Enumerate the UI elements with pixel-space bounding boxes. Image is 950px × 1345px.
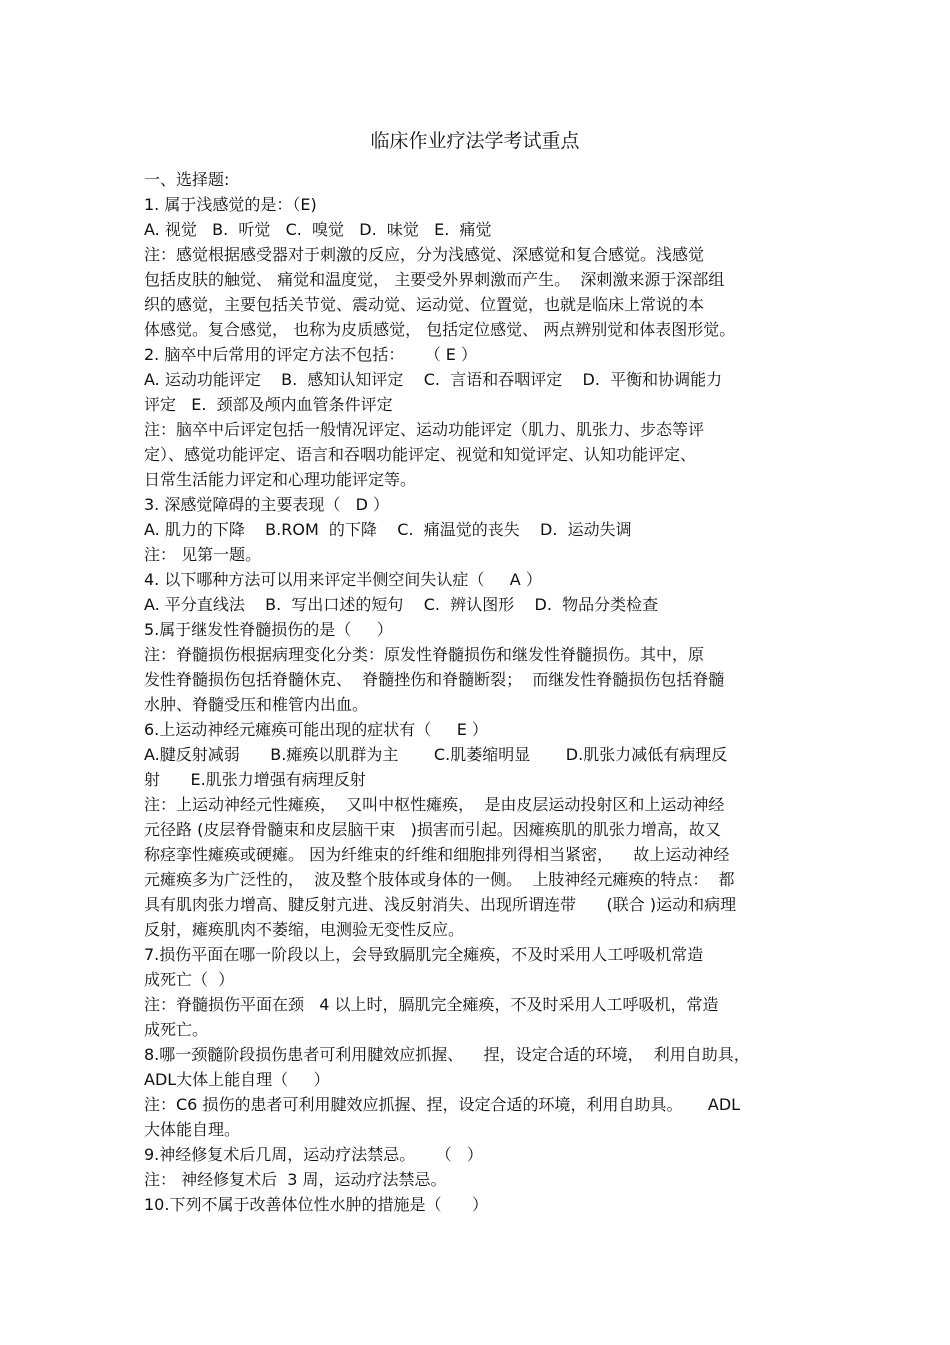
- question-6-note-line-3: 称痉挛性瘫痪或硬瘫。 因为纤维束的纤维和细胞排列得相当紧密， 故上运动神经: [144, 845, 730, 864]
- question-2-note-line-3: 日常生活能力评定和心理功能评定等。: [144, 470, 417, 489]
- question-6-note-line-5: 具有肌肉张力增高、腱反射亢进、浅反射消失、出现所谓连带 (联合 )运动和病理: [144, 895, 737, 914]
- question-8-note-line-1: 注：C6 损伤的患者可利用腱效应抓握、捏，设定合适的环境，利用自助具。 ADL: [144, 1095, 741, 1114]
- question-2-options-line-1: A. 运动功能评定 B. 感知认知评定 C. 言语和吞咽评定 D. 平衡和协调能力: [144, 370, 723, 389]
- question-10: 10.下列不属于改善体位性水肿的措施是（ ）: [144, 1195, 488, 1214]
- question-1: 1. 属于浅感觉的是：（E): [144, 195, 317, 214]
- question-7-note-line-2: 成死亡。: [144, 1020, 209, 1039]
- question-9: 9.神经修复术后几周，运动疗法禁忌。 （ ）: [144, 1145, 483, 1164]
- question-1-note-line-4: 体感觉。复合感觉， 也称为皮质感觉， 包括定位感觉、 两点辨别觉和体表图形觉。: [144, 320, 736, 339]
- question-5-note-line-3: 水肿、脊髓受压和椎管内出血。: [144, 695, 369, 714]
- question-1-note-line-1: 注：感觉根据感受器对于刺激的反应，分为浅感觉、深感觉和复合感觉。浅感觉: [144, 245, 705, 264]
- question-8-line-1: 8.哪一颈髓阶段损伤患者可利用腱效应抓握、 捏，设定合适的环境， 利用自助具，: [144, 1045, 750, 1064]
- question-5-note-line-1: 注：脊髓损伤根据病理变化分类：原发性脊髓损伤和继发性脊髓损伤。其中，原: [144, 645, 705, 664]
- document-title: 临床作业疗法学考试重点: [370, 130, 580, 152]
- question-6-note-line-2: 元径路 (皮层脊骨髓束和皮层脑干束 )损害而引起。因瘫痪肌的肌张力增高，故又: [144, 820, 721, 839]
- question-6-note-line-1: 注：上运动神经元性瘫痪， 又叫中枢性瘫痪， 是由皮层运动投射区和上运动神经: [144, 795, 725, 814]
- question-2-options-line-2: 评定 E. 颈部及颅内血管条件评定: [144, 395, 393, 414]
- section-heading: 一、选择题:: [144, 170, 230, 189]
- question-3-note: 注： 见第一题。: [144, 545, 262, 564]
- question-6-options-line-1: A.腱反射减弱 B.瘫痪以肌群为主 C.肌萎缩明显 D.肌张力减低有病理反: [144, 745, 728, 764]
- question-7-line-1: 7.损伤平面在哪一阶段以上，会导致膈肌完全瘫痪，不及时采用人工呼吸机常造: [144, 945, 704, 964]
- question-3-options: A. 肌力的下降 B.ROM 的下降 C. 痛温觉的丧失 D. 运动失调: [144, 520, 632, 539]
- question-6: 6.上运动神经元瘫痪可能出现的症状有（ E ）: [144, 720, 488, 739]
- question-4: 4. 以下哪种方法可以用来评定半侧空间失认症（ A ）: [144, 570, 542, 589]
- question-8-note-line-2: 大体能自理。: [144, 1120, 241, 1139]
- question-2: 2. 脑卒中后常用的评定方法不包括： （ E ）: [144, 345, 477, 364]
- question-6-options-line-2: 射 E.肌张力增强有病理反射: [144, 770, 366, 789]
- question-8-line-2: ADL大体上能自理（ ）: [144, 1070, 330, 1089]
- question-2-note-line-1: 注：脑卒中后评定包括一般情况评定、运动功能评定（肌力、肌张力、步态等评: [144, 420, 705, 439]
- question-7-line-2: 成死亡（ ）: [144, 970, 235, 989]
- question-9-note: 注： 神经修复术后 3 周，运动疗法禁忌。: [144, 1170, 447, 1189]
- question-1-note-line-3: 织的感觉，主要包括关节觉、震动觉、运动觉、位置觉，也就是临床上常说的本: [144, 295, 705, 314]
- question-5-note-line-2: 发性脊髓损伤包括脊髓休克、 脊髓挫伤和脊髓断裂； 而继发性脊髓损伤包括脊髓: [144, 670, 725, 689]
- question-6-note-line-4: 元瘫痪多为广泛性的， 波及整个肢体或身体的一侧。 上肢神经元瘫痪的特点： 都: [144, 870, 735, 889]
- question-3: 3. 深感觉障碍的主要表现（ D ）: [144, 495, 390, 514]
- question-1-note-line-2: 包括皮肤的触觉、 痛觉和温度觉， 主要受外界刺激而产生。 深刺激来源于深部组: [144, 270, 725, 289]
- question-6-note-line-6: 反射，瘫痪肌肉不萎缩，电测验无变性反应。: [144, 920, 465, 939]
- question-2-note-line-2: 定）、感觉功能评定、语言和吞咽功能评定、视觉和知觉评定、认知功能评定、: [144, 445, 697, 464]
- question-5: 5.属于继发性脊髓损伤的是（ ）: [144, 620, 393, 639]
- question-1-options: A. 视觉 B. 听觉 C. 嗅觉 D. 味觉 E. 痛觉: [144, 220, 492, 239]
- question-7-note-line-1: 注：脊髓损伤平面在颈 4 以上时，膈肌完全瘫痪，不及时采用人工呼吸机，常造: [144, 995, 719, 1014]
- question-4-options: A. 平分直线法 B. 写出口述的短句 C. 辨认图形 D. 物品分类检查: [144, 595, 659, 614]
